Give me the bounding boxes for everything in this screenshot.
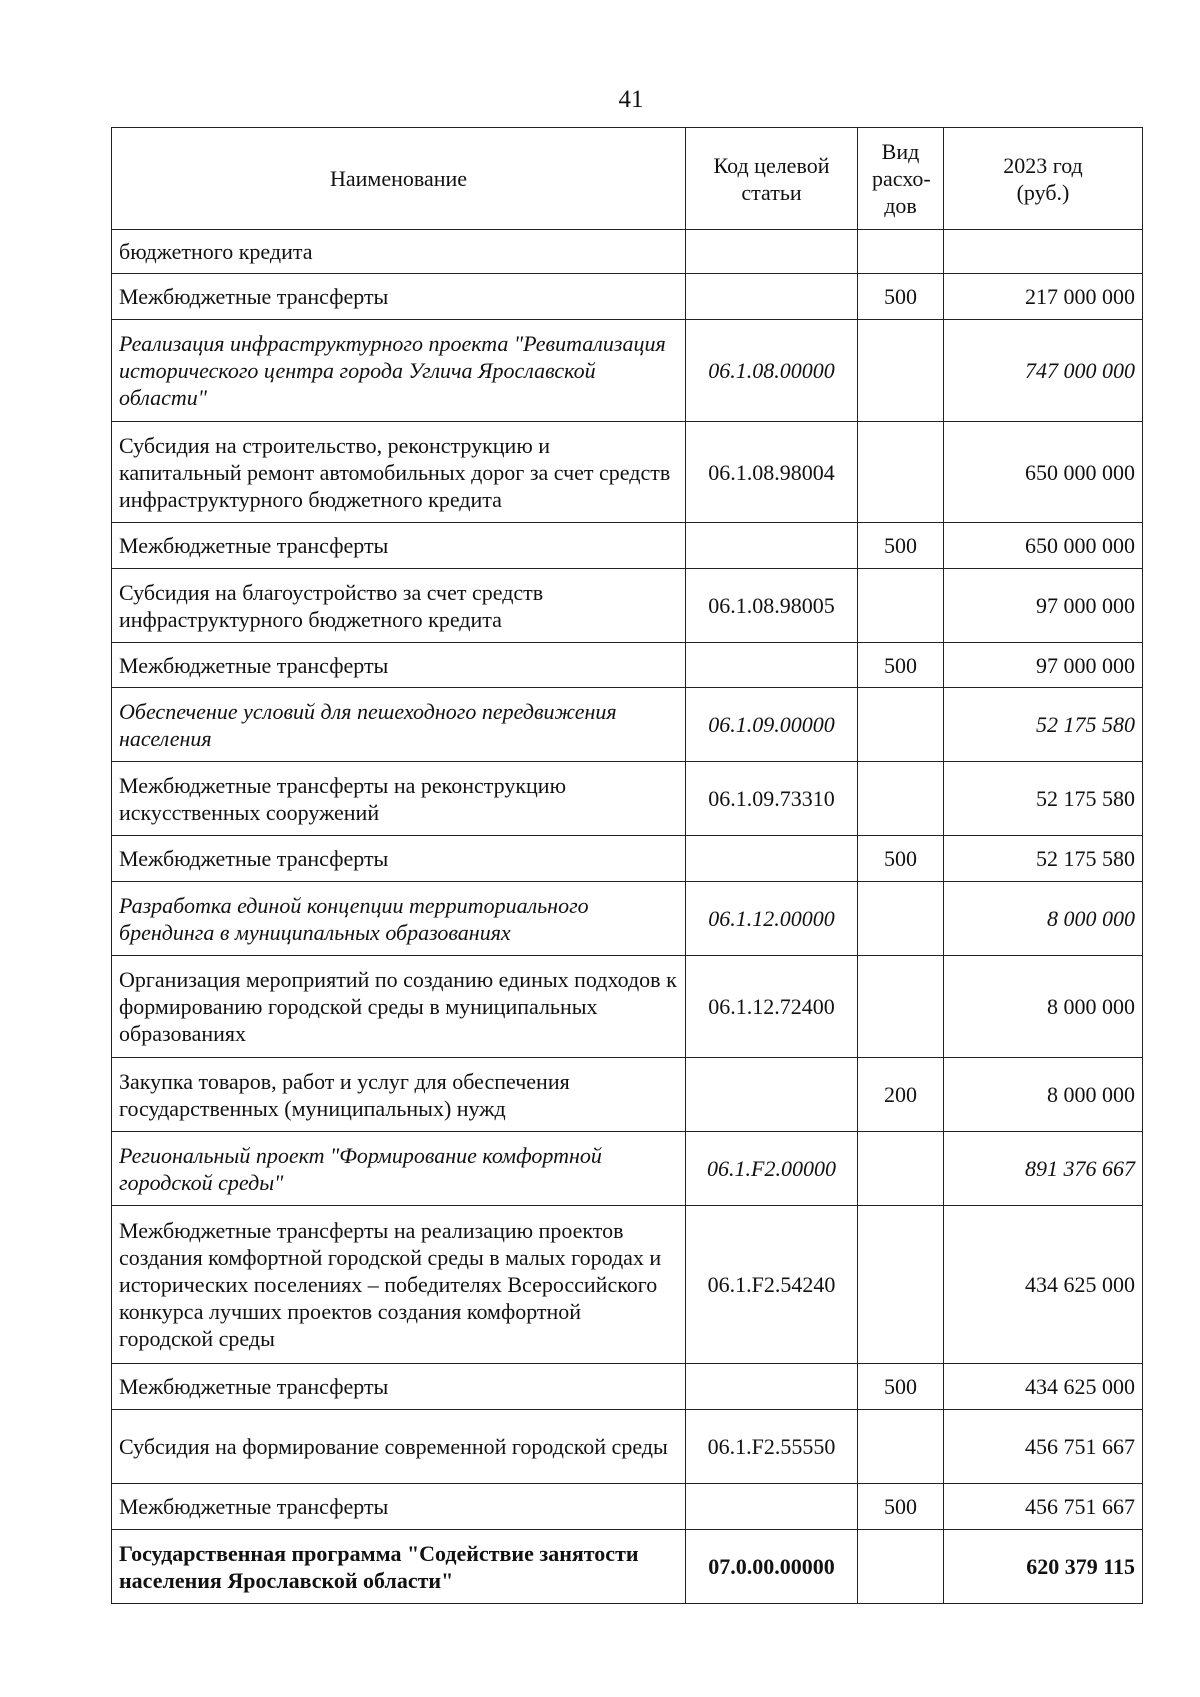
cell-name: Межбюджетные трансферты (112, 1484, 686, 1530)
cell-type (858, 956, 944, 1058)
cell-code: 06.1.08.98005 (686, 569, 858, 643)
table-row (112, 1058, 1143, 1132)
cell-type: 500 (858, 1484, 944, 1530)
cell-name: Межбюджетные трансферты (112, 523, 686, 569)
cell-name: Региональный проект "Формирование комфортной городской среды" (112, 1132, 686, 1206)
cell-type (858, 762, 944, 836)
cell-type (858, 230, 944, 274)
table-row (112, 1530, 1143, 1604)
header-sum: 2023 год (руб.) (944, 128, 1143, 230)
table-row (112, 274, 1143, 320)
cell-type (858, 688, 944, 762)
table-row (112, 643, 1143, 688)
cell-code: 06.1.F2.54240 (686, 1206, 858, 1364)
cell-code: 06.1.09.00000 (686, 688, 858, 762)
cell-name: Обеспечение условий для пешеходного передвижения населения (112, 688, 686, 762)
cell-code: 06.1.12.00000 (686, 882, 858, 956)
table-row (112, 882, 1143, 956)
cell-sum: 434 625 000 (944, 1364, 1143, 1410)
cell-sum: 52 175 580 (944, 762, 1143, 836)
cell-sum: 456 751 667 (944, 1410, 1143, 1484)
cell-name: Субсидия на формирование современной городской среды (112, 1410, 686, 1484)
cell-type (858, 882, 944, 956)
cell-sum: 8 000 000 (944, 956, 1143, 1058)
cell-code (686, 836, 858, 882)
cell-sum: 8 000 000 (944, 1058, 1143, 1132)
cell-sum: 747 000 000 (944, 320, 1143, 422)
table-row (112, 688, 1143, 762)
table-row (112, 956, 1143, 1058)
cell-type (858, 1530, 944, 1604)
cell-type: 500 (858, 836, 944, 882)
cell-type: 500 (858, 1364, 944, 1410)
cell-name: бюджетного кредита (112, 230, 686, 274)
cell-sum: 97 000 000 (944, 569, 1143, 643)
budget-table (111, 127, 1143, 1604)
table-row (112, 1484, 1143, 1530)
cell-name: Межбюджетные трансферты (112, 836, 686, 882)
cell-sum: 650 000 000 (944, 422, 1143, 523)
cell-sum: 52 175 580 (944, 836, 1143, 882)
table-row (112, 422, 1143, 523)
cell-code: 06.1.08.98004 (686, 422, 858, 523)
cell-type (858, 569, 944, 643)
table-row (112, 230, 1143, 274)
cell-type: 500 (858, 274, 944, 320)
table-header-row (112, 128, 1143, 230)
cell-sum (944, 230, 1143, 274)
table-row (112, 1364, 1143, 1410)
cell-code: 06.1.08.00000 (686, 320, 858, 422)
cell-code (686, 274, 858, 320)
cell-name: Межбюджетные трансферты (112, 643, 686, 688)
cell-name: Субсидия на строительство, реконструкцию и капитальный ремонт автомобильных дорог за счет средств инфраструктурного бюджетного кредита (112, 422, 686, 523)
header-type: Вид расхо-дов (858, 128, 944, 230)
cell-name: Организация мероприятий по созданию единых подходов к формированию городской среды в муниципальных образованиях (112, 956, 686, 1058)
header-code: Код целевой статьи (686, 128, 858, 230)
cell-code: 06.1.12.72400 (686, 956, 858, 1058)
cell-code (686, 1058, 858, 1132)
cell-name: Межбюджетные трансферты (112, 1364, 686, 1410)
cell-code (686, 230, 858, 274)
cell-code (686, 643, 858, 688)
cell-sum: 217 000 000 (944, 274, 1143, 320)
table-row (112, 523, 1143, 569)
cell-type (858, 1132, 944, 1206)
cell-sum: 891 376 667 (944, 1132, 1143, 1206)
cell-type (858, 1410, 944, 1484)
cell-code: 07.0.00.00000 (686, 1530, 858, 1604)
cell-sum: 456 751 667 (944, 1484, 1143, 1530)
cell-type: 200 (858, 1058, 944, 1132)
cell-name: Государственная программа "Содействие занятости населения Ярославской области" (112, 1530, 686, 1604)
cell-name: Реализация инфраструктурного проекта "Ревитализация исторического центра города Углича Ярославской области" (112, 320, 686, 422)
cell-name: Разработка единой концепции территориального брендинга в муниципальных образованиях (112, 882, 686, 956)
cell-code (686, 1484, 858, 1530)
cell-type: 500 (858, 643, 944, 688)
cell-sum: 52 175 580 (944, 688, 1143, 762)
cell-type (858, 422, 944, 523)
page-number: 41 (618, 86, 644, 113)
table-row (112, 1132, 1143, 1206)
cell-type (858, 1206, 944, 1364)
cell-sum: 434 625 000 (944, 1206, 1143, 1364)
cell-name: Межбюджетные трансферты на реконструкцию искусственных сооружений (112, 762, 686, 836)
table-row (112, 320, 1143, 422)
cell-code (686, 1364, 858, 1410)
cell-name: Межбюджетные трансферты на реализацию проектов создания комфортной городской среды в малых городах и исторических поселениях – победителях Всероссийского конкурса лучших проектов создания комфортной городской среды (112, 1206, 686, 1364)
cell-sum: 97 000 000 (944, 643, 1143, 688)
table-row (112, 1206, 1143, 1364)
cell-type (858, 320, 944, 422)
cell-sum: 620 379 115 (944, 1530, 1143, 1604)
header-name: Наименование (112, 128, 686, 230)
cell-name: Межбюджетные трансферты (112, 274, 686, 320)
cell-name: Закупка товаров, работ и услуг для обеспечения государственных (муниципальных) нужд (112, 1058, 686, 1132)
cell-code: 06.1.F2.55550 (686, 1410, 858, 1484)
table-row (112, 1410, 1143, 1484)
cell-name: Субсидия на благоустройство за счет средств инфраструктурного бюджетного кредита (112, 569, 686, 643)
table-row (112, 836, 1143, 882)
table-row (112, 762, 1143, 836)
cell-type: 500 (858, 523, 944, 569)
cell-code: 06.1.F2.00000 (686, 1132, 858, 1206)
cell-sum: 650 000 000 (944, 523, 1143, 569)
cell-code (686, 523, 858, 569)
table-body (112, 230, 1143, 1604)
table-row (112, 569, 1143, 643)
cell-code: 06.1.09.73310 (686, 762, 858, 836)
cell-sum: 8 000 000 (944, 882, 1143, 956)
